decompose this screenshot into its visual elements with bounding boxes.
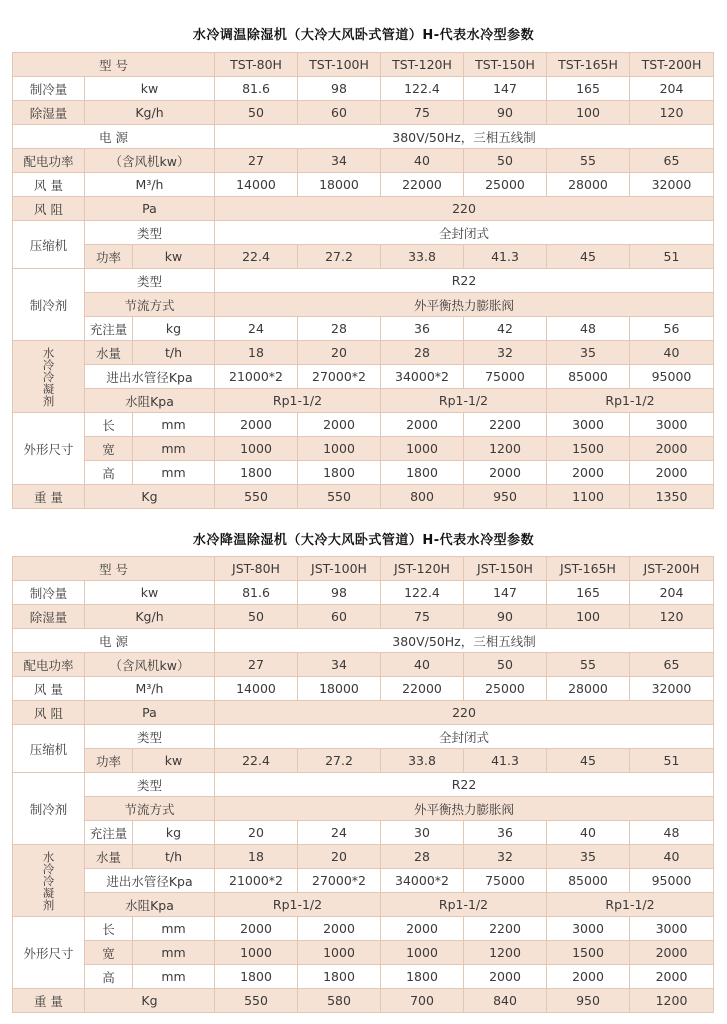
value-cell: 35 — [547, 845, 630, 869]
vertical-char: 水 — [42, 345, 55, 360]
value-cell: 1000 — [298, 941, 381, 965]
sub-label: 长 — [85, 917, 133, 941]
value-cell: 81.6 — [215, 581, 298, 605]
sub-label: 充注量 — [85, 317, 133, 341]
group-label: 制冷剂 — [13, 269, 85, 341]
unit: kg — [133, 821, 215, 845]
value-cell: 45 — [547, 749, 630, 773]
value-cell: 165 — [547, 77, 630, 101]
value-cell: Rp1-1/2 — [381, 893, 547, 917]
unit: Kg — [85, 485, 215, 509]
unit: （含风机kw） — [85, 149, 215, 173]
row-power-supply — [13, 629, 714, 653]
model-name: JST-165H — [547, 557, 630, 581]
value-cell: 28 — [381, 845, 464, 869]
value-cell: 50 — [215, 605, 298, 629]
model-name: JST-80H — [215, 557, 298, 581]
value-cell: 1000 — [215, 437, 298, 461]
value-cell: 2000 — [215, 917, 298, 941]
row-water-flow — [13, 341, 714, 365]
row-refrigerant-type — [13, 269, 714, 293]
value-cell: Rp1-1/2 — [215, 389, 381, 413]
value-cell: 1800 — [215, 965, 298, 989]
value-cell: 98 — [298, 581, 381, 605]
value-cell: 21000*2 — [215, 365, 298, 389]
value-cell: 2000 — [547, 461, 630, 485]
row-distribution-power — [13, 653, 714, 677]
row-label: 配电功率 — [13, 149, 85, 173]
unit: mm — [133, 461, 215, 485]
row-throttle — [13, 797, 714, 821]
sub-label: 充注量 — [85, 821, 133, 845]
group-label — [13, 341, 85, 413]
value-cell: 1800 — [298, 965, 381, 989]
value-cell: 65 — [630, 149, 714, 173]
row-length — [13, 413, 714, 437]
value-cell: 2000 — [464, 461, 547, 485]
row-compressor-type — [13, 221, 714, 245]
value-cell: 20 — [298, 341, 381, 365]
sub-label: 类型 — [85, 773, 215, 797]
value-cell: 3000 — [630, 413, 714, 437]
row-weight — [13, 485, 714, 509]
value-cell: 3000 — [630, 917, 714, 941]
value-cell: Rp1-1/2 — [215, 893, 381, 917]
value-cell: 95000 — [630, 365, 714, 389]
value-cell: 40 — [381, 653, 464, 677]
row-label: 重 量 — [13, 485, 85, 509]
value-cell: 1000 — [381, 941, 464, 965]
value-cell: 18 — [215, 845, 298, 869]
unit: Pa — [85, 197, 215, 221]
value-cell: 85000 — [547, 869, 630, 893]
value-cell: 55 — [547, 653, 630, 677]
table-title: 水冷降温除湿机（大冷大风卧式管道）H-代表水冷型参数 — [192, 533, 535, 548]
value-cell: 75000 — [464, 365, 547, 389]
model-name: TST-80H — [215, 53, 298, 77]
row-dehumidification — [13, 101, 714, 125]
value-cell: R22 — [215, 269, 714, 293]
value-cell: 65 — [630, 653, 714, 677]
value-cell: 122.4 — [381, 581, 464, 605]
value-cell: 1350 — [630, 485, 714, 509]
value-cell: 380V/50Hz，三相五线制 — [215, 629, 714, 653]
value-cell: 28000 — [547, 173, 630, 197]
value-cell: 18000 — [298, 173, 381, 197]
unit: t/h — [133, 341, 215, 365]
sub-label: 水量 — [85, 341, 133, 365]
value-cell: 27000*2 — [298, 869, 381, 893]
value-cell: 34 — [298, 149, 381, 173]
value-cell: 2000 — [630, 437, 714, 461]
value-cell: 25000 — [464, 677, 547, 701]
value-cell: 48 — [547, 317, 630, 341]
row-label: 除湿量 — [13, 101, 85, 125]
group-label: 外形尺寸 — [13, 413, 85, 485]
value-cell: 2000 — [630, 941, 714, 965]
value-cell: 50 — [464, 149, 547, 173]
value-cell: 120 — [630, 605, 714, 629]
sub-label: 类型 — [85, 221, 215, 245]
value-cell: 51 — [630, 749, 714, 773]
value-cell: 90 — [464, 101, 547, 125]
table-title: 水冷调温除湿机（大冷大风卧式管道）H-代表水冷型参数 — [192, 28, 535, 43]
value-cell: 550 — [215, 485, 298, 509]
model-name: TST-200H — [630, 53, 714, 77]
value-cell: 18 — [215, 341, 298, 365]
vertical-char: 冷 — [42, 861, 55, 876]
row-label: 重 量 — [13, 989, 85, 1013]
value-cell: 27.2 — [298, 749, 381, 773]
row-charge — [13, 317, 714, 341]
unit: （含风机kw） — [85, 653, 215, 677]
value-cell: 2000 — [547, 965, 630, 989]
value-cell: 3000 — [547, 917, 630, 941]
value-cell: 2200 — [464, 413, 547, 437]
value-cell: 98 — [298, 77, 381, 101]
value-cell: 27.2 — [298, 245, 381, 269]
value-cell: 2000 — [630, 461, 714, 485]
value-cell: 2000 — [464, 965, 547, 989]
value-cell: 2000 — [381, 917, 464, 941]
value-cell: 840 — [464, 989, 547, 1013]
value-cell: 1200 — [464, 437, 547, 461]
unit: mm — [133, 941, 215, 965]
row-throttle — [13, 293, 714, 317]
value-cell: 24 — [298, 821, 381, 845]
value-cell: 122.4 — [381, 77, 464, 101]
value-cell: 165 — [547, 581, 630, 605]
value-cell: 90 — [464, 605, 547, 629]
value-cell: 95000 — [630, 869, 714, 893]
value-cell: 22000 — [381, 677, 464, 701]
row-height — [13, 461, 714, 485]
value-cell: 1100 — [547, 485, 630, 509]
vertical-char: 凝 — [42, 885, 55, 900]
row-width — [13, 437, 714, 461]
value-cell: 2000 — [298, 413, 381, 437]
value-cell: 120 — [630, 101, 714, 125]
unit: M³/h — [85, 677, 215, 701]
value-cell: 28 — [298, 317, 381, 341]
group-label: 制冷剂 — [13, 773, 85, 845]
row-water-flow — [13, 845, 714, 869]
unit: Kg/h — [85, 605, 215, 629]
group-label: 外形尺寸 — [13, 917, 85, 989]
row-label: 电 源 — [13, 629, 215, 653]
row-air-resistance — [13, 197, 714, 221]
row-label: 风 阻 — [13, 701, 85, 725]
value-cell: 32000 — [630, 173, 714, 197]
model-name: TST-100H — [298, 53, 381, 77]
unit: mm — [133, 413, 215, 437]
value-cell: 全封闭式 — [215, 221, 714, 245]
value-cell: 75 — [381, 101, 464, 125]
value-cell: 28 — [381, 341, 464, 365]
value-cell: 34000*2 — [381, 869, 464, 893]
sub-label: 节流方式 — [85, 293, 215, 317]
sub-label: 高 — [85, 461, 133, 485]
row-label: 风 量 — [13, 173, 85, 197]
group-label: 压缩机 — [13, 725, 85, 773]
value-cell: 2000 — [381, 413, 464, 437]
sub-label: 功率 — [85, 749, 133, 773]
row-water-resistance — [13, 389, 714, 413]
value-cell: 40 — [630, 341, 714, 365]
value-cell: 2200 — [464, 917, 547, 941]
value-cell: 外平衡热力膨胀阀 — [215, 797, 714, 821]
row-water-resistance — [13, 893, 714, 917]
value-cell: 42 — [464, 317, 547, 341]
value-cell: 27 — [215, 149, 298, 173]
row-label: 电 源 — [13, 125, 215, 149]
row-width — [13, 941, 714, 965]
row-length — [13, 917, 714, 941]
value-cell: 580 — [298, 989, 381, 1013]
value-cell: 22.4 — [215, 245, 298, 269]
row-label: 风 阻 — [13, 197, 85, 221]
sub-label: 长 — [85, 413, 133, 437]
row-cooling — [13, 77, 714, 101]
value-cell: 75 — [381, 605, 464, 629]
value-cell: 56 — [630, 317, 714, 341]
sub-label: 类型 — [85, 269, 215, 293]
unit: mm — [133, 917, 215, 941]
model-name: JST-150H — [464, 557, 547, 581]
value-cell: 48 — [630, 821, 714, 845]
group-label: 压缩机 — [13, 221, 85, 269]
value-cell: 550 — [215, 989, 298, 1013]
value-cell: 1800 — [298, 461, 381, 485]
value-cell: 36 — [464, 821, 547, 845]
value-cell: 147 — [464, 77, 547, 101]
unit: kw — [133, 245, 215, 269]
vertical-char: 冷 — [42, 369, 55, 384]
value-cell: 21000*2 — [215, 869, 298, 893]
row-pipe-diameter — [13, 365, 714, 389]
row-dehumidification — [13, 605, 714, 629]
row-compressor-type — [13, 725, 714, 749]
value-cell: 28000 — [547, 677, 630, 701]
value-cell: 380V/50Hz，三相五线制 — [215, 125, 714, 149]
spec-table — [12, 52, 714, 509]
value-cell: 100 — [547, 101, 630, 125]
value-cell: 25000 — [464, 173, 547, 197]
sub-label: 类型 — [85, 725, 215, 749]
row-power-supply — [13, 125, 714, 149]
unit: mm — [133, 437, 215, 461]
sub-label: 宽 — [85, 941, 133, 965]
vertical-char: 剂 — [42, 393, 55, 408]
value-cell: 34 — [298, 653, 381, 677]
sub-label: 宽 — [85, 437, 133, 461]
value-cell: 20 — [298, 845, 381, 869]
value-cell: 40 — [547, 821, 630, 845]
value-cell: 30 — [381, 821, 464, 845]
value-cell: Rp1-1/2 — [547, 893, 714, 917]
row-cooling — [13, 581, 714, 605]
value-cell: 2000 — [215, 413, 298, 437]
row-air-resistance — [13, 701, 714, 725]
row-label: 制冷量 — [13, 77, 85, 101]
value-cell: 204 — [630, 581, 714, 605]
unit: kw — [85, 581, 215, 605]
value-cell: 1800 — [381, 965, 464, 989]
vertical-char: 冷 — [42, 357, 55, 372]
value-cell: 45 — [547, 245, 630, 269]
value-cell: 全封闭式 — [215, 725, 714, 749]
sub-label: 功率 — [85, 245, 133, 269]
model-name: JST-100H — [298, 557, 381, 581]
row-label: 制冷量 — [13, 581, 85, 605]
group-label — [13, 845, 85, 917]
value-cell: 14000 — [215, 173, 298, 197]
value-cell: 33.8 — [381, 245, 464, 269]
row-pipe-diameter — [13, 869, 714, 893]
unit: M³/h — [85, 173, 215, 197]
row-label: 配电功率 — [13, 653, 85, 677]
value-cell: 32000 — [630, 677, 714, 701]
value-cell: 20 — [215, 821, 298, 845]
unit: kw — [133, 749, 215, 773]
value-cell: Rp1-1/2 — [381, 389, 547, 413]
value-cell: 81.6 — [215, 77, 298, 101]
unit: mm — [133, 965, 215, 989]
row-charge — [13, 821, 714, 845]
row-model — [13, 557, 714, 581]
value-cell: 22000 — [381, 173, 464, 197]
value-cell: 41.3 — [464, 749, 547, 773]
value-cell: 950 — [464, 485, 547, 509]
value-cell: 35 — [547, 341, 630, 365]
row-airflow — [13, 173, 714, 197]
sub-label: 节流方式 — [85, 797, 215, 821]
unit: Kg/h — [85, 101, 215, 125]
value-cell: 36 — [381, 317, 464, 341]
value-cell: 60 — [298, 101, 381, 125]
value-cell: 220 — [215, 701, 714, 725]
model-name: TST-120H — [381, 53, 464, 77]
value-cell: 40 — [381, 149, 464, 173]
value-cell: 2000 — [298, 917, 381, 941]
value-cell: 24 — [215, 317, 298, 341]
value-cell: 51 — [630, 245, 714, 269]
unit: Pa — [85, 701, 215, 725]
row-compressor-power — [13, 749, 714, 773]
value-cell: 550 — [298, 485, 381, 509]
value-cell: 41.3 — [464, 245, 547, 269]
value-cell: Rp1-1/2 — [547, 389, 714, 413]
value-cell: 18000 — [298, 677, 381, 701]
value-cell: 50 — [464, 653, 547, 677]
value-cell: 1200 — [630, 989, 714, 1013]
value-cell: 32 — [464, 341, 547, 365]
value-cell: 40 — [630, 845, 714, 869]
model-name: JST-120H — [381, 557, 464, 581]
value-cell: 1800 — [381, 461, 464, 485]
sub-label: 水量 — [85, 845, 133, 869]
value-cell: 60 — [298, 605, 381, 629]
unit: kw — [85, 77, 215, 101]
spec-table — [12, 556, 714, 1013]
value-cell: 1500 — [547, 437, 630, 461]
row-weight — [13, 989, 714, 1013]
value-cell: 950 — [547, 989, 630, 1013]
model-name: TST-150H — [464, 53, 547, 77]
vertical-char: 水 — [42, 849, 55, 864]
value-cell: 27 — [215, 653, 298, 677]
value-cell: 22.4 — [215, 749, 298, 773]
value-cell: R22 — [215, 773, 714, 797]
vertical-char: 冷 — [42, 873, 55, 888]
model-name: TST-165H — [547, 53, 630, 77]
value-cell: 55 — [547, 149, 630, 173]
value-cell: 1000 — [215, 941, 298, 965]
sub-label: 进出水管径Kpa — [85, 365, 215, 389]
unit: kg — [133, 317, 215, 341]
value-cell: 1800 — [215, 461, 298, 485]
vertical-char: 凝 — [42, 381, 55, 396]
value-cell: 50 — [215, 101, 298, 125]
value-cell: 2000 — [630, 965, 714, 989]
vertical-char: 剂 — [42, 897, 55, 912]
row-label: 除湿量 — [13, 605, 85, 629]
value-cell: 700 — [381, 989, 464, 1013]
value-cell: 27000*2 — [298, 365, 381, 389]
value-cell: 1500 — [547, 941, 630, 965]
value-cell: 75000 — [464, 869, 547, 893]
row-airflow — [13, 677, 714, 701]
model-name: JST-200H — [630, 557, 714, 581]
row-label: 风 量 — [13, 677, 85, 701]
row-model — [13, 53, 714, 77]
value-cell: 34000*2 — [381, 365, 464, 389]
sub-label: 水阻Kpa — [85, 893, 215, 917]
value-cell: 32 — [464, 845, 547, 869]
value-cell: 1200 — [464, 941, 547, 965]
unit: Kg — [85, 989, 215, 1013]
value-cell: 14000 — [215, 677, 298, 701]
value-cell: 220 — [215, 197, 714, 221]
row-refrigerant-type — [13, 773, 714, 797]
value-cell: 800 — [381, 485, 464, 509]
value-cell: 204 — [630, 77, 714, 101]
value-cell: 100 — [547, 605, 630, 629]
value-cell: 33.8 — [381, 749, 464, 773]
unit: t/h — [133, 845, 215, 869]
value-cell: 85000 — [547, 365, 630, 389]
sub-label: 水阻Kpa — [85, 389, 215, 413]
value-cell: 3000 — [547, 413, 630, 437]
row-distribution-power — [13, 149, 714, 173]
value-cell: 外平衡热力膨胀阀 — [215, 293, 714, 317]
row-height — [13, 965, 714, 989]
model-label: 型 号 — [13, 557, 215, 581]
model-label: 型 号 — [13, 53, 215, 77]
value-cell: 1000 — [381, 437, 464, 461]
sub-label: 进出水管径Kpa — [85, 869, 215, 893]
value-cell: 147 — [464, 581, 547, 605]
value-cell: 1000 — [298, 437, 381, 461]
sub-label: 高 — [85, 965, 133, 989]
row-compressor-power — [13, 245, 714, 269]
